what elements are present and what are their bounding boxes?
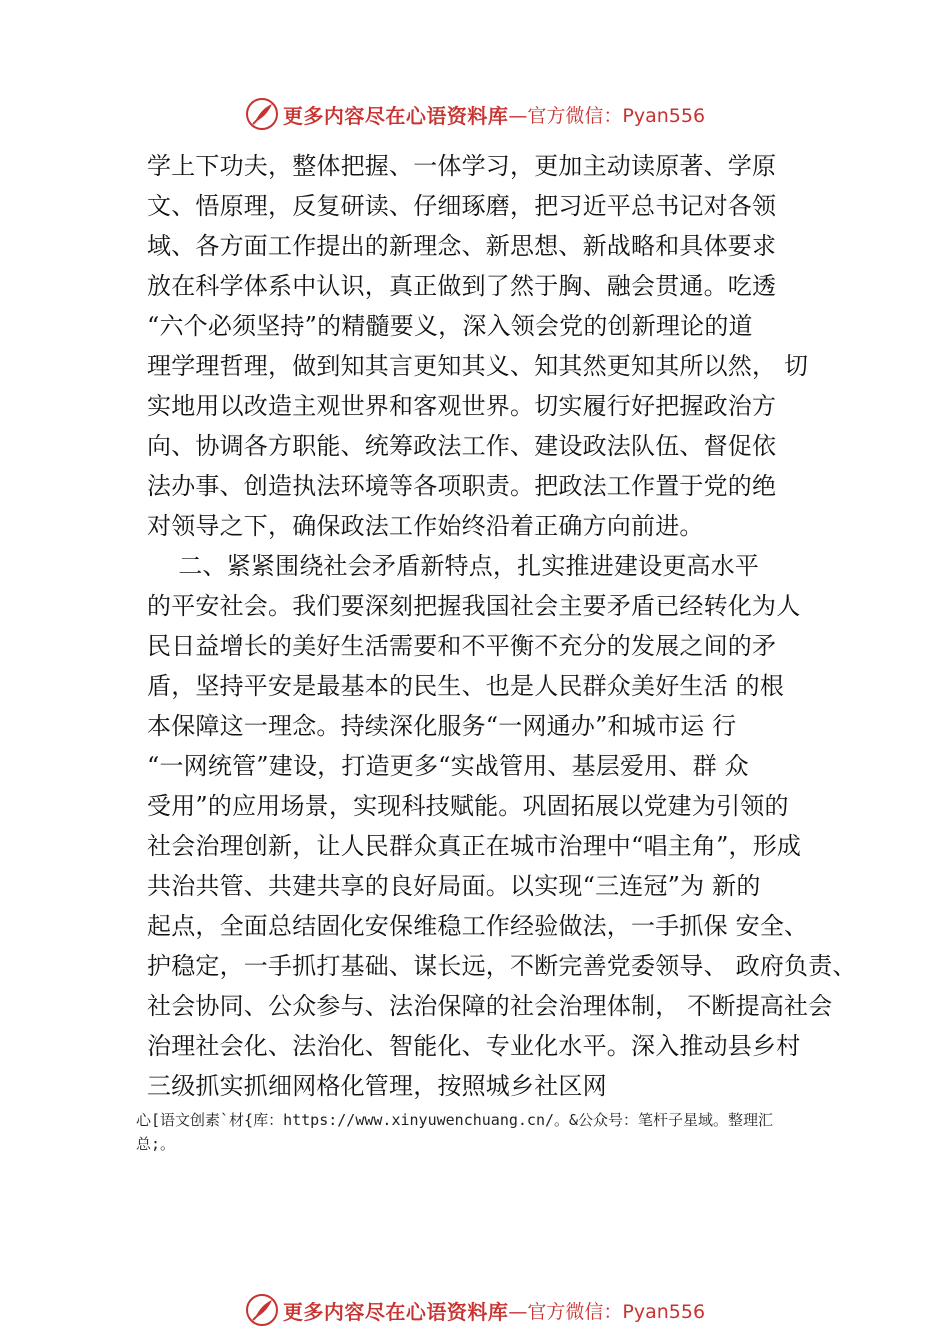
body-line: 护稳定，一手抓打基础、谋长远，不断完善党委领导、 政府负责、 xyxy=(147,952,857,980)
body-line: 受用”的应用场景，实现科技赋能。巩固拓展以党建为引领的 xyxy=(147,792,789,820)
quill-logo-icon xyxy=(245,97,279,131)
footer-site-name: 更多内容尽在心语资料库 xyxy=(282,1299,509,1324)
body-line: 社会协同、公众参与、法治保障的社会治理体制， 不断提高社会 xyxy=(147,992,833,1020)
body-line: 域、各方面工作提出的新理念、新思想、新战略和具体要求 xyxy=(147,232,777,260)
body-line: 文、悟原理，反复研读、仔细琢磨，把习近平总书记对各领 xyxy=(147,192,777,220)
body-line: 放在科学体系中认识，真正做到了然于胸、融会贯通。吃透 xyxy=(147,272,777,300)
body-line: 的平安社会。我们要深刻把握我国社会主要矛盾已经转化为人 xyxy=(147,592,801,620)
footnote-line: 总;。 xyxy=(136,1135,176,1153)
footer-wechat: —官方微信：Pyan556 xyxy=(508,1300,706,1323)
body-line: 对领导之下，确保政法工作始终沿着正确方向前进。 xyxy=(147,512,704,540)
body-line: 向、协调各方职能、统筹政法工作、建设政法队伍、督促依 xyxy=(147,432,777,460)
header-wechat: —官方微信：Pyan556 xyxy=(508,104,706,127)
body-line: 本保障这一理念。持续深化服务“一网通办”和城市运 行 xyxy=(147,712,737,740)
body-line: “六个必须坚持”的精髓要义，深入领会党的创新理论的道 xyxy=(147,312,753,340)
footer-banner xyxy=(0,1290,950,1330)
quill-logo-icon xyxy=(245,1293,279,1327)
body-line: 盾，坚持平安是最基本的民生、也是人民群众美好生活 的根 xyxy=(147,672,785,700)
header-site-name: 更多内容尽在心语资料库 xyxy=(282,103,509,128)
body-line: 治理社会化、法治化、智能化、专业化水平。深入推动县乡村 xyxy=(147,1032,801,1060)
body-line: 社会治理创新，让人民群众真正在城市治理中“唱主角”，形成 xyxy=(147,832,802,860)
body-line: 民日益增长的美好生活需要和不平衡不充分的发展之间的矛 xyxy=(147,632,777,660)
body-line: 法办事、创造执法环境等各项职责。把政法工作置于党的绝 xyxy=(147,472,777,500)
footnote-line: 心[语文创素`材{库：https://www.xinyuwenchuang.cn/。&公众号：笔杆子星域。整理汇 xyxy=(136,1111,774,1129)
body-line: “一网统管”建设，打造更多“实战管用、基层爱用、群 众 xyxy=(147,752,749,780)
body-line: 共治共管、共建共享的良好局面。以实现“三连冠”为 新的 xyxy=(147,872,761,900)
body-line: 实地用以改造主观世界和客观世界。切实履行好把握政治方 xyxy=(147,392,777,420)
body-line: 理学理哲理，做到知其言更知其义、知其然更知其所以然， 切 xyxy=(147,352,809,380)
header-banner xyxy=(0,94,950,134)
body-line: 起点，全面总结固化安保维稳工作经验做法，一手抓保 安全、 xyxy=(147,912,809,940)
section-heading-line: 二、紧紧围绕社会矛盾新特点，扎实推进建设更高水平 xyxy=(147,552,760,580)
body-line: 三级抓实抓细网格化管理，按照城乡社区网 xyxy=(147,1072,607,1100)
body-line: 学上下功夫，整体把握、一体学习，更加主动读原著、学原 xyxy=(147,152,777,180)
